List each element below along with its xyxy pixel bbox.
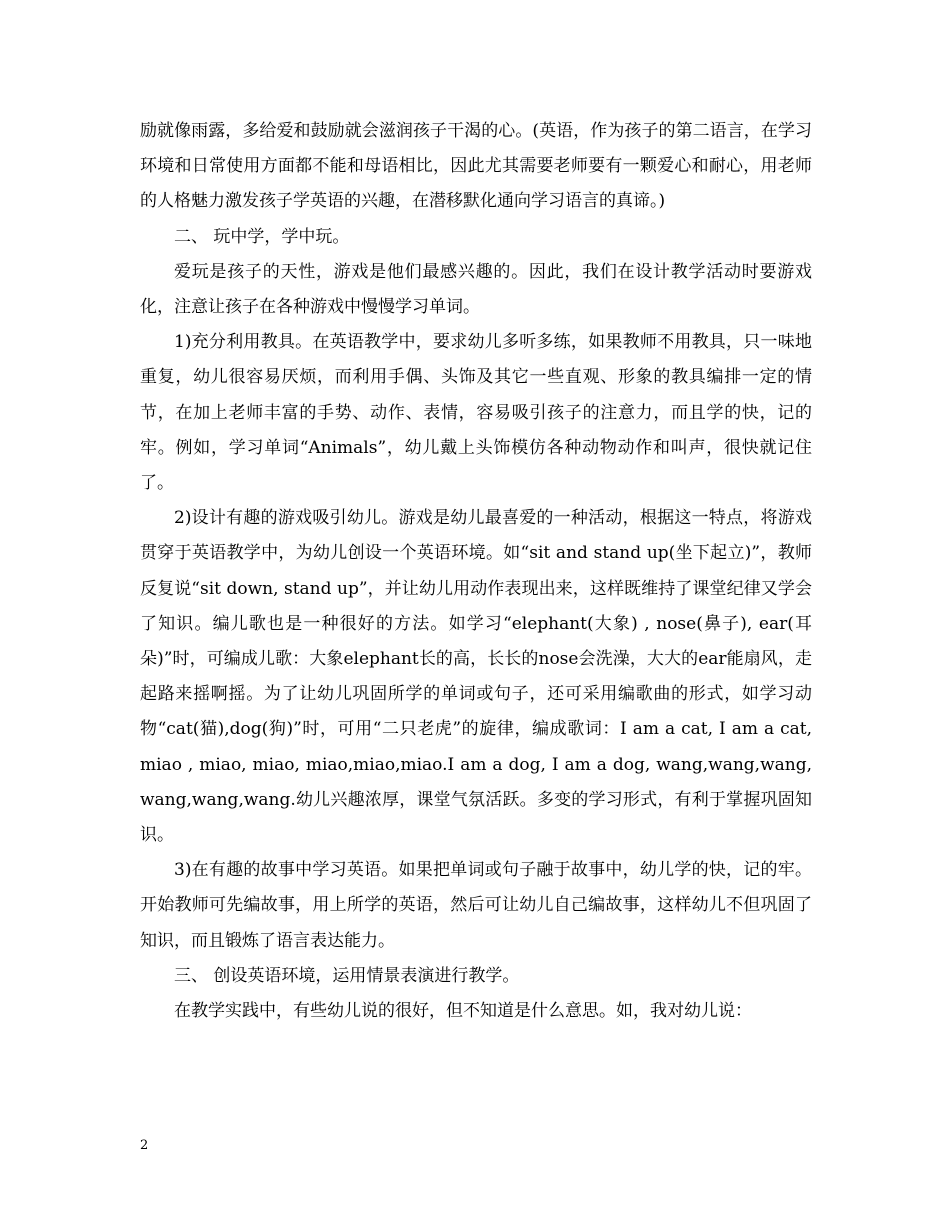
paragraph-stories: 3)在有趣的故事中学习英语。如果把单词或句子融于故事中，幼儿学的快，记的牢。开始教师可先编故事，用上所学的英语，然后可让幼儿自己编故事，这样幼儿不但巩固了知识，而且锻炼了语言表达能力。: [140, 860, 812, 951]
paragraph-games: 2)设计有趣的游戏吸引幼儿。游戏是幼儿最喜爱的一种活动，根据这一特点，将游戏贯穿于英语教学中，为幼儿创设一个英语环境。如“sit and stand up(坐下起立)”，教师反复说“sit down, stand up”，并让幼儿用动作表现出来，这样既维持了课堂纪律又学会了知识。编儿歌也是一种很好的方法。如学习“elephant(大象) , nose(鼻子), ear(耳朵)”时，可编成儿歌：大象elephant长的高，长长的nose会洗澡，大大的ear能扇风，走起路来摇啊摇。为了让幼儿巩固所学的单词或句子，还可采用编歌曲的形式，如学习动物“cat(猫),dog(狗)”时，可用“二只老虎”的旋律，编成歌词：I am a cat, I am a cat, miao , miao, miao, miao,miao,miao.I am a dog, I am a dog, wang,wang,wang,wang,wang,wang.幼儿兴趣浓厚，课堂气氛活跃。多变的学习形式，有利于掌握巩固知识。: [140, 508, 812, 846]
page-number: 2: [140, 1138, 149, 1153]
paragraph-play-nature: 爱玩是孩子的天性，游戏是他们最感兴趣的。因此，我们在设计教学活动时要游戏化，注意让孩子在各种游戏中慢慢学习单词。: [140, 261, 812, 318]
section-heading-3: 三、 创设英语环境，运用情景表演进行教学。: [174, 965, 520, 986]
document-body: [140, 114, 812, 1029]
section-heading-2: 二、 玩中学，学中玩。: [174, 226, 350, 247]
paragraph-continuation: 励就像雨露，多给爱和鼓励就会滋润孩子干渴的心。(英语，作为孩子的第二语言，在学习环境和日常使用方面都不能和母语相比，因此尤其需要老师要有一颗爱心和耐心，用老师的人格魅力激发孩子学英语的兴趣，在潜移默化通向学习语言的真谛。): [140, 121, 812, 212]
paragraph-practice: 在教学实践中，有些幼儿说的很好，但不知道是什么意思。如，我对幼儿说：: [174, 1001, 752, 1022]
paragraph-teaching-aids: 1)充分利用教具。在英语教学中，要求幼儿多听多练，如果教师不用教具，只一味地重复，幼儿很容易厌烦，而利用手偶、头饰及其它一些直观、形象的教具编排一定的情节，在加上老师丰富的手势、动作、表情，容易吸引孩子的注意力，而且学的快，记的牢。例如，学习单词“Animals”，幼儿戴上头饰模仿各种动物动作和叫声，很快就记住了。: [140, 332, 812, 494]
